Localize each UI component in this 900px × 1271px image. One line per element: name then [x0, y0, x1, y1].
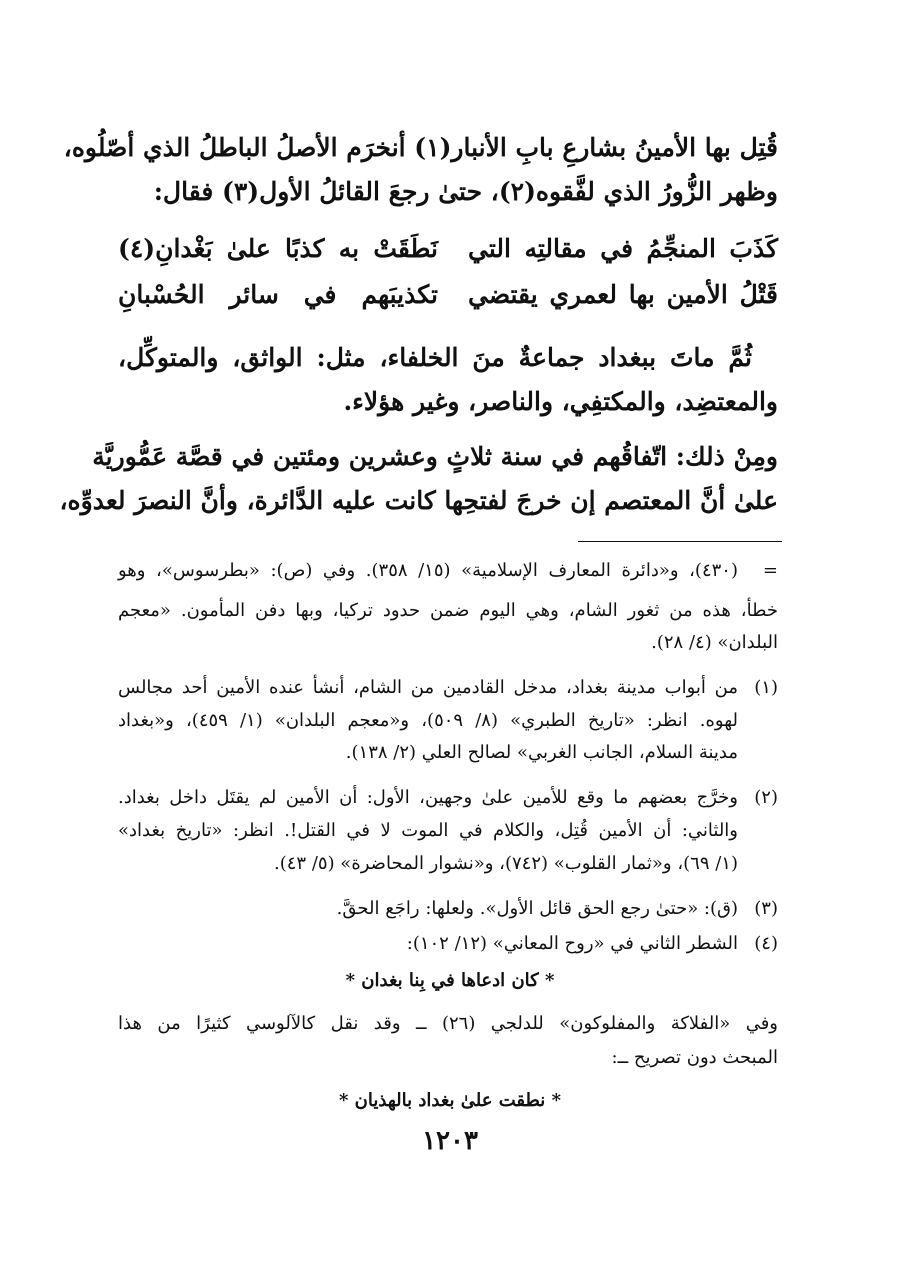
para3-line-1-text: اتّفاقُهم في سنة ثلاثٍ وعشرين ومئتين في قصَّة عَمُّوريَّة [92, 442, 668, 471]
footnote-2-line-2: والثاني: أن الأمين قُتِل، والكلام في الموت لا في القتل!. انظر: «تاريخ بغداد» [118, 820, 738, 841]
footnote-1-number: (١) [754, 677, 778, 698]
footnote-2-line-1: وخرَّج بعضهم ما وقع للأمين علىٰ وجهين، الأول: أن الأمين لم يقتَل داخل بغداد. [118, 787, 738, 808]
page-number: ١٢٠٣ [422, 1126, 478, 1156]
verse-1-second-hemistich: نَطَقَتْ به كذبًا علىٰ بَغْدانِ(٤) [118, 234, 438, 263]
footnote-2-number: (٢) [754, 787, 778, 808]
footnote-4 [118, 929, 778, 959]
footnote-4-verse-1: * كان ادعاها في بِنا بغدان * [345, 970, 555, 991]
footnote-3 [118, 894, 778, 924]
footnote-4-number: (٤) [754, 933, 778, 954]
verse-2-second-hemistich: تكذيبَهم في سائر الحُسْبانِ [118, 280, 438, 309]
footnote-4-line-1: الشطر الثاني في «روح المعاني» (١٢/ ١٠٢): [406, 933, 738, 954]
footnote-4-row-2 [118, 1009, 778, 1039]
footnote-continued-line-2: خطأ، هذه من ثغور الشام، وهي اليوم ضمن حدود تركيا، وبها دفن المأمون. «معجم [118, 600, 778, 621]
body-line-1: قُتِل بها الأمينُ بشارعِ بابِ الأنبار(١) أنخرَم الأصلُ الباطلُ الذي أصّلُوه، [63, 133, 778, 162]
footnote-2 [118, 783, 778, 813]
footnote-1 [118, 673, 778, 703]
footnote-1-row-3 [118, 738, 778, 768]
footnote-1-row-2 [118, 706, 778, 736]
footnote-2-line-3: (١/ ٦٩)، و«ثمار القلوب» (٧٤٢)، و«نشوار المحاضرة» (٥/ ٤٣). [274, 853, 738, 874]
footnote-4-verse-2: * نطقت علىٰ بغداد بالهذيان * [338, 1090, 561, 1111]
footnote-1-line-1: من أبواب مدينة بغداد، مدخل القادمين من الشام، أنشأ عنده الأمين أحد مجالس [118, 677, 738, 698]
body-para3-line-2: علىٰ أنَّ المعتصم إن خرجَ لفتحِها كانت عليه الدَّائرة، وأنَّ النصرَ لعدوِّه، [59, 486, 778, 515]
footnote-3-line-1: (ق): «حتىٰ رجع الحق قائل الأول». ولعلها: راجَع الحقَّ. [336, 898, 738, 919]
footnote-2-row-3 [118, 849, 778, 879]
continuation-marker: = [762, 560, 778, 581]
footnote-continued-line-3: البلدان» (٤/ ٢٨). [651, 632, 778, 653]
verse-1-first-hemistich: كَذَبَ المنجِّمُ في مقالتِه التي [468, 234, 778, 263]
footnote-continued [118, 556, 778, 586]
verse-2-first-hemistich: قَتْلُ الأمين بها لعمري يقتضي [468, 280, 778, 309]
body-line-2: وظهر الزُّورُ الذي لفَّقوه(٢)، حتىٰ رجعَ القائلُ الأول(٣) فقال: [153, 177, 778, 206]
footnote-3-number: (٣) [754, 898, 778, 919]
footnote-continued-row-2 [118, 596, 778, 626]
footnote-4-line-3: المبحث دون تصريح ــ: [611, 1047, 778, 1068]
footnote-4-row-3 [118, 1043, 778, 1073]
body-para2-line-2: والمعتضِد، والمكتفِي، والناصر، وغير هؤلاء. [343, 387, 778, 416]
footnote-continued-line-1: (٤٣٠)، و«دائرة المعارف الإسلامية» (١٥/ ٣٥٨). وفي (ص): «بطرسوس»، وهو [118, 560, 738, 581]
para3-lead-phrase: ومِنْ ذلك: [675, 442, 778, 471]
footnote-1-line-2: لهوه. انظر: «تاريخ الطبري» (٨/ ٥٠٩)، و«معجم البلدان» (١/ ٤٥٩)، و«بغداد [118, 710, 738, 731]
footnote-continued-row-3 [118, 628, 778, 658]
footnote-separator [578, 541, 782, 542]
body-para3-line-1 [92, 437, 778, 477]
body-para2-line-1: ثُمَّ ماتَ ببغداد جماعةٌ منَ الخلفاء، مثل: الواثق، والمتوكِّل، [118, 343, 752, 372]
footnote-1-line-3: مدينة السلام، الجانب الغربي» لصالح العلي (٢/ ١٣٨). [345, 742, 738, 763]
footnote-4-line-2: وفي «الفلاكة والمفلوكون» للدلجي (٢٦) ــ وقد نقل كالآلوسي كثيرًا من هذا [118, 1013, 778, 1034]
footnote-2-row-2 [118, 816, 778, 846]
